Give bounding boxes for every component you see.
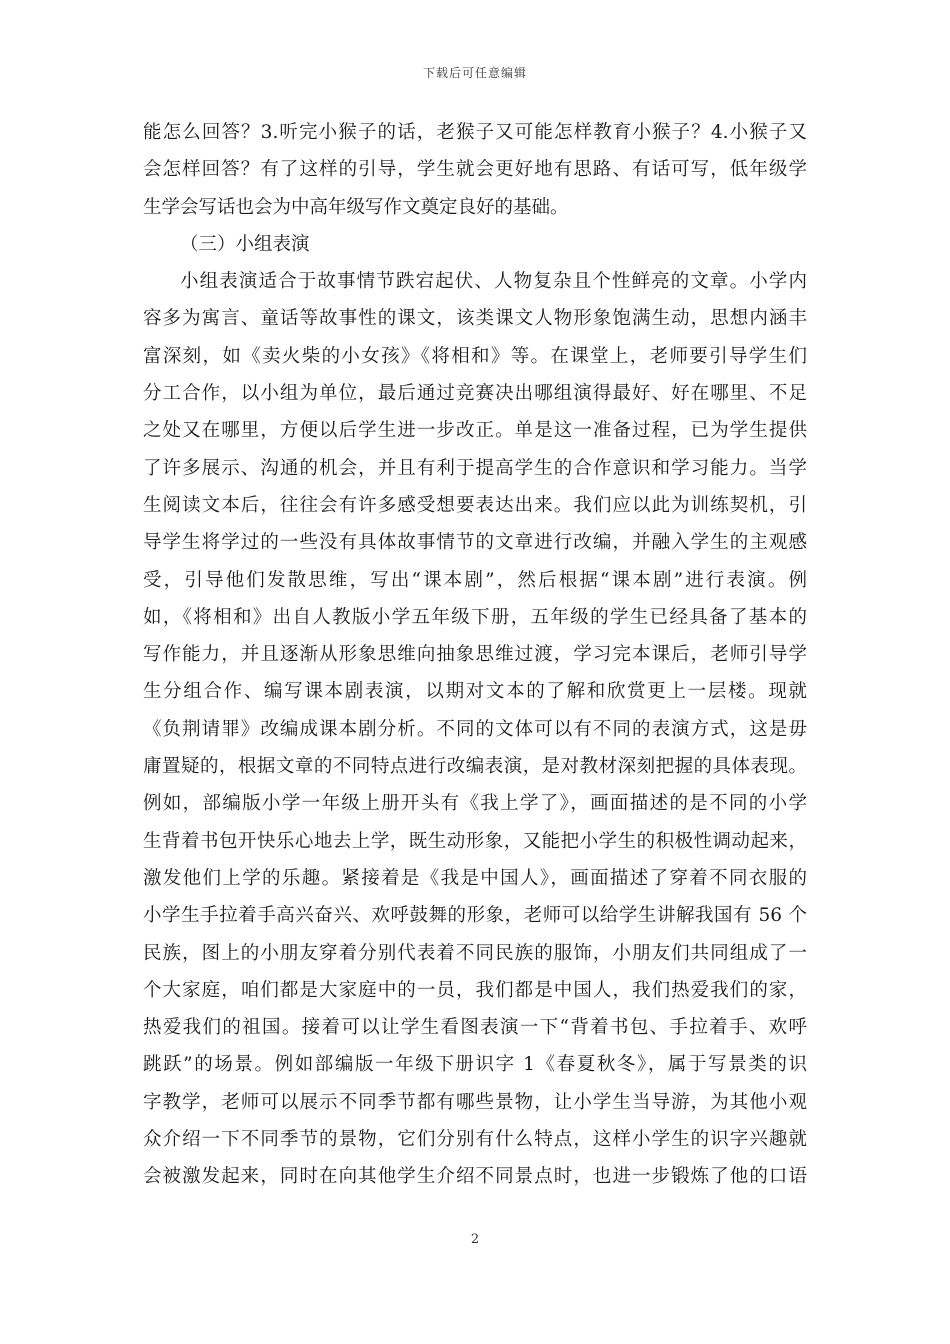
text-line-14: 如，《将相和》出自人教版小学五年级下册，五年级的学生已经具备了基本的 bbox=[143, 606, 807, 628]
page-number: 2 bbox=[470, 1232, 480, 1247]
text-line-26: 跳跃”的场景。例如部编版一年级下册识字 1《春夏秋冬》，属于写景类的识 bbox=[143, 1054, 807, 1076]
text-line-11: 生阅读文本后，往往会有许多感受想要表达出来。我们应以此为训练契机，引 bbox=[143, 494, 807, 516]
text-line-8: 分工合作，以小组为单位，最后通过竞赛决出哪组演得最好、好在哪里、不足 bbox=[143, 383, 807, 405]
document-body bbox=[143, 114, 807, 1196]
text-line-24: 个大家庭，咱们都是大家庭中的一员，我们都是中国人，我们热爱我们的家， bbox=[143, 979, 807, 1001]
text-line-15: 写作能力，并且逐渐从形象思维向抽象思维过渡，学习完本课后，老师引导学 bbox=[143, 644, 807, 666]
text-line-18: 庸置疑的，根据文章的不同特点进行改编表演，是对教材深刻把握的具体表现。 bbox=[143, 756, 807, 778]
text-line-1: 能怎么回答？3.听完小猴子的话，老猴子又可能怎样教育小猴子？4.小猴子又 bbox=[143, 122, 807, 143]
text-line-5: 小组表演适合于故事情节跌宕起伏、人物复杂且个性鲜亮的文章。小学内 bbox=[180, 271, 807, 293]
text-line-29: 会被激发起来，同时在向其他学生介绍不同景点时，也进一步锻炼了他的口语 bbox=[143, 1166, 807, 1188]
text-line-17: 《负荆请罪》改编成课本剧分析。不同的文体可以有不同的表演方式，这是毋 bbox=[143, 718, 807, 740]
text-line-19: 例如，部编版小学一年级上册开头有《我上学了》，画面描述的是不同的小学 bbox=[143, 793, 807, 815]
text-line-3: 生学会写话也会为中高年级写作文奠定良好的基础。 bbox=[143, 196, 569, 218]
text-line-21: 激发他们上学的乐趣。紧接着是《我是中国人》，画面描述了穿着不同衣服的 bbox=[143, 867, 807, 889]
text-line-20: 生背着书包开快乐心地去上学，既生动形象，又能把小学生的积极性调动起来， bbox=[143, 830, 807, 852]
page-header: 下载后可任意编辑 bbox=[422, 66, 527, 80]
text-line-10: 了许多展示、沟通的机会，并且有利于提高学生的合作意识和学习能力。当学 bbox=[143, 457, 807, 479]
text-line-6: 容多为寓言、童话等故事性的课文，该类课文人物形象饱满生动，思想内涵丰 bbox=[143, 308, 807, 330]
text-line-9: 之处又在哪里，方便以后学生进一步改正。单是这一准备过程，已为学生提供 bbox=[143, 420, 807, 442]
section-heading: （三）小组表演 bbox=[180, 233, 310, 255]
text-line-13: 受，引导他们发散思维，写出“课本剧”，然后根据“课本剧”进行表演。例 bbox=[143, 569, 807, 591]
text-line-27: 字教学，老师可以展示不同季节都有哪些景物，让小学生当导游，为其他小观 bbox=[143, 1091, 807, 1113]
text-line-23: 民族，图上的小朋友穿着分别代表着不同民族的服饰，小朋友们共同组成了一 bbox=[143, 942, 807, 964]
text-line-25: 热爱我们的祖国。接着可以让学生看图表演一下“背着书包、手拉着手、欢呼 bbox=[143, 1017, 807, 1039]
text-line-28: 众介绍一下不同季节的景物，它们分别有什么特点，这样小学生的识字兴趣就 bbox=[143, 1129, 807, 1151]
text-line-16: 生分组合作、编写课本剧表演，以期对文本的了解和欣赏更上一层楼。现就 bbox=[143, 681, 807, 703]
text-line-22: 小学生手拉着手高兴奋兴、欢呼鼓舞的形象，老师可以给学生讲解我国有 56 个 bbox=[143, 905, 807, 927]
text-line-7: 富深刻，如《卖火柴的小女孩》《将相和》等。在课堂上，老师要引导学生们 bbox=[143, 345, 807, 367]
text-line-2: 会怎样回答？有了这样的引导，学生就会更好地有思路、有话可写，低年级学 bbox=[143, 159, 807, 181]
text-line-12: 导学生将学过的一些没有具体故事情节的文章进行改编，并融入学生的主观感 bbox=[143, 532, 807, 554]
